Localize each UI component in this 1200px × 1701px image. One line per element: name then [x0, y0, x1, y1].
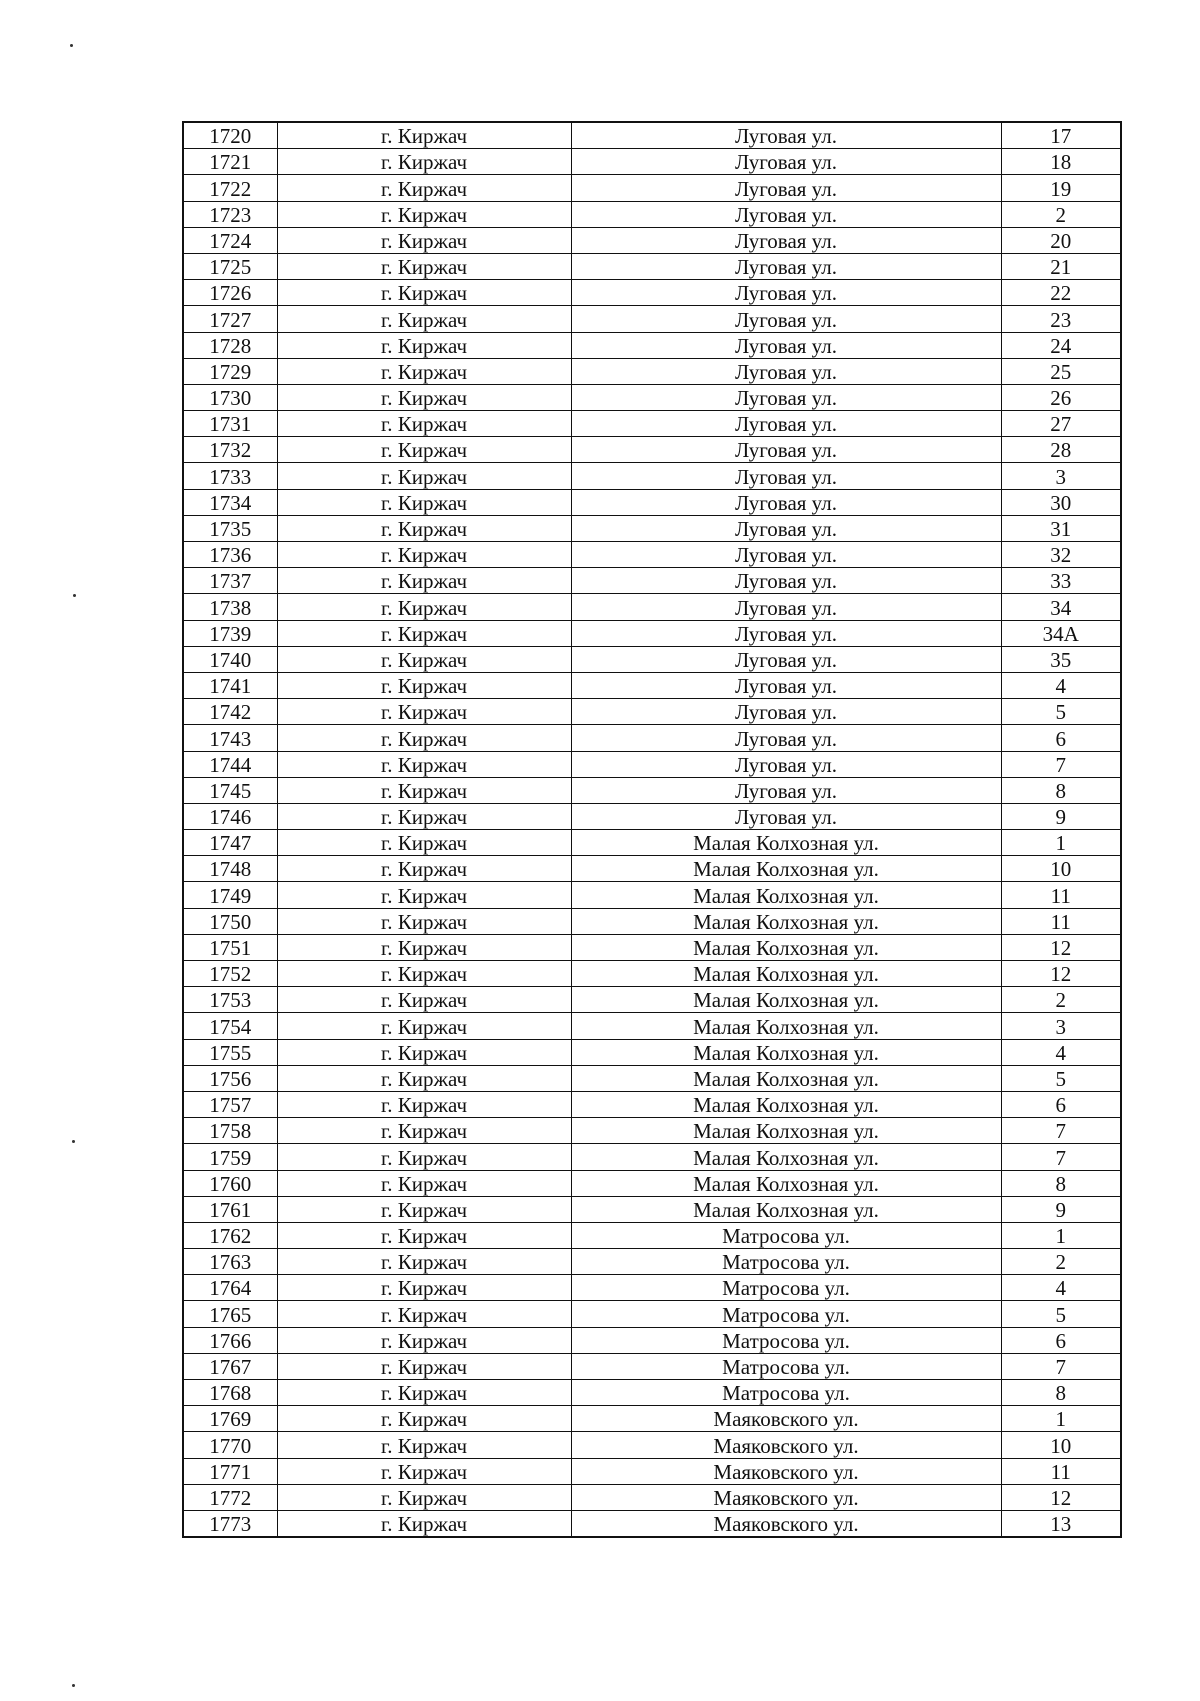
- record-number-cell: 1722: [183, 175, 277, 201]
- house-number-cell: 22: [1001, 280, 1121, 306]
- house-number-cell: 9: [1001, 803, 1121, 829]
- table-row: [183, 201, 1121, 227]
- street-cell: Матросова ул.: [571, 1275, 1001, 1301]
- table-row: [183, 1091, 1121, 1117]
- table-row: [183, 777, 1121, 803]
- street-cell: Малая Колхозная ул.: [571, 1118, 1001, 1144]
- record-number-cell: 1771: [183, 1458, 277, 1484]
- record-number-cell: 1750: [183, 908, 277, 934]
- house-number-cell: 4: [1001, 1039, 1121, 1065]
- table-row: [183, 1170, 1121, 1196]
- street-cell: Луговая ул.: [571, 227, 1001, 253]
- street-cell: Луговая ул.: [571, 253, 1001, 279]
- city-cell: г. Киржач: [277, 1510, 571, 1537]
- record-number-cell: 1756: [183, 1065, 277, 1091]
- street-cell: Луговая ул.: [571, 594, 1001, 620]
- city-cell: г. Киржач: [277, 280, 571, 306]
- record-number-cell: 1766: [183, 1327, 277, 1353]
- record-number-cell: 1772: [183, 1484, 277, 1510]
- house-number-cell: 1: [1001, 830, 1121, 856]
- city-cell: г. Киржач: [277, 306, 571, 332]
- city-cell: г. Киржач: [277, 384, 571, 410]
- city-cell: г. Киржач: [277, 568, 571, 594]
- record-number-cell: 1730: [183, 384, 277, 410]
- street-cell: Малая Колхозная ул.: [571, 1039, 1001, 1065]
- street-cell: Малая Колхозная ул.: [571, 1091, 1001, 1117]
- city-cell: г. Киржач: [277, 515, 571, 541]
- house-number-cell: 23: [1001, 306, 1121, 332]
- city-cell: г. Киржач: [277, 856, 571, 882]
- table-row: [183, 227, 1121, 253]
- street-cell: Малая Колхозная ул.: [571, 908, 1001, 934]
- house-number-cell: 18: [1001, 149, 1121, 175]
- street-cell: Матросова ул.: [571, 1327, 1001, 1353]
- house-number-cell: 34А: [1001, 620, 1121, 646]
- table-row: [183, 384, 1121, 410]
- street-cell: Луговая ул.: [571, 699, 1001, 725]
- table-row: [183, 411, 1121, 437]
- table-row: [183, 1065, 1121, 1091]
- table-row: [183, 1380, 1121, 1406]
- city-cell: г. Киржач: [277, 934, 571, 960]
- house-number-cell: 27: [1001, 411, 1121, 437]
- scan-speck: [72, 1140, 75, 1143]
- record-number-cell: 1731: [183, 411, 277, 437]
- house-number-cell: 6: [1001, 1327, 1121, 1353]
- city-cell: г. Киржач: [277, 175, 571, 201]
- table-row: [183, 1039, 1121, 1065]
- house-number-cell: 12: [1001, 961, 1121, 987]
- record-number-cell: 1727: [183, 306, 277, 332]
- record-number-cell: 1770: [183, 1432, 277, 1458]
- city-cell: г. Киржач: [277, 1039, 571, 1065]
- city-cell: г. Киржач: [277, 699, 571, 725]
- city-cell: г. Киржач: [277, 961, 571, 987]
- city-cell: г. Киржач: [277, 542, 571, 568]
- table-row: [183, 594, 1121, 620]
- record-number-cell: 1737: [183, 568, 277, 594]
- house-number-cell: 20: [1001, 227, 1121, 253]
- house-number-cell: 31: [1001, 515, 1121, 541]
- house-number-cell: 17: [1001, 122, 1121, 149]
- table-row: [183, 934, 1121, 960]
- table-row: [183, 1301, 1121, 1327]
- city-cell: г. Киржач: [277, 777, 571, 803]
- house-number-cell: 5: [1001, 699, 1121, 725]
- record-number-cell: 1743: [183, 725, 277, 751]
- city-cell: г. Киржач: [277, 149, 571, 175]
- record-number-cell: 1755: [183, 1039, 277, 1065]
- record-number-cell: 1742: [183, 699, 277, 725]
- street-cell: Луговая ул.: [571, 725, 1001, 751]
- scan-speck: [73, 594, 76, 597]
- house-number-cell: 8: [1001, 1380, 1121, 1406]
- street-cell: Малая Колхозная ул.: [571, 1065, 1001, 1091]
- table-row: [183, 437, 1121, 463]
- table-row: [183, 568, 1121, 594]
- record-number-cell: 1747: [183, 830, 277, 856]
- record-number-cell: 1768: [183, 1380, 277, 1406]
- city-cell: г. Киржач: [277, 1091, 571, 1117]
- house-number-cell: 12: [1001, 934, 1121, 960]
- house-number-cell: 11: [1001, 1458, 1121, 1484]
- record-number-cell: 1732: [183, 437, 277, 463]
- city-cell: г. Киржач: [277, 358, 571, 384]
- table-row: [183, 1327, 1121, 1353]
- table-row: [183, 175, 1121, 201]
- table-row: [183, 122, 1121, 149]
- table-row: [183, 908, 1121, 934]
- record-number-cell: 1751: [183, 934, 277, 960]
- city-cell: г. Киржач: [277, 672, 571, 698]
- house-number-cell: 11: [1001, 882, 1121, 908]
- house-number-cell: 7: [1001, 751, 1121, 777]
- address-registry-body: [183, 122, 1121, 1537]
- street-cell: Малая Колхозная ул.: [571, 934, 1001, 960]
- table-row: [183, 1144, 1121, 1170]
- house-number-cell: 30: [1001, 489, 1121, 515]
- record-number-cell: 1762: [183, 1222, 277, 1248]
- record-number-cell: 1764: [183, 1275, 277, 1301]
- table-row: [183, 1222, 1121, 1248]
- city-cell: г. Киржач: [277, 908, 571, 934]
- street-cell: Луговая ул.: [571, 646, 1001, 672]
- city-cell: г. Киржач: [277, 489, 571, 515]
- record-number-cell: 1748: [183, 856, 277, 882]
- street-cell: Малая Колхозная ул.: [571, 987, 1001, 1013]
- city-cell: г. Киржач: [277, 594, 571, 620]
- house-number-cell: 1: [1001, 1406, 1121, 1432]
- record-number-cell: 1721: [183, 149, 277, 175]
- table-row: [183, 253, 1121, 279]
- record-number-cell: 1725: [183, 253, 277, 279]
- street-cell: Маяковского ул.: [571, 1432, 1001, 1458]
- table-row: [183, 1353, 1121, 1379]
- city-cell: г. Киржач: [277, 122, 571, 149]
- house-number-cell: 1: [1001, 1222, 1121, 1248]
- table-row: [183, 699, 1121, 725]
- record-number-cell: 1728: [183, 332, 277, 358]
- street-cell: Луговая ул.: [571, 777, 1001, 803]
- house-number-cell: 26: [1001, 384, 1121, 410]
- record-number-cell: 1735: [183, 515, 277, 541]
- city-cell: г. Киржач: [277, 1275, 571, 1301]
- table-row: [183, 332, 1121, 358]
- record-number-cell: 1759: [183, 1144, 277, 1170]
- house-number-cell: 4: [1001, 1275, 1121, 1301]
- city-cell: г. Киржач: [277, 620, 571, 646]
- record-number-cell: 1734: [183, 489, 277, 515]
- record-number-cell: 1733: [183, 463, 277, 489]
- city-cell: г. Киржач: [277, 253, 571, 279]
- table-row: [183, 856, 1121, 882]
- city-cell: г. Киржач: [277, 646, 571, 672]
- table-row: [183, 1432, 1121, 1458]
- record-number-cell: 1723: [183, 201, 277, 227]
- street-cell: Луговая ул.: [571, 358, 1001, 384]
- house-number-cell: 8: [1001, 777, 1121, 803]
- city-cell: г. Киржач: [277, 1013, 571, 1039]
- record-number-cell: 1758: [183, 1118, 277, 1144]
- city-cell: г. Киржач: [277, 1170, 571, 1196]
- city-cell: г. Киржач: [277, 332, 571, 358]
- record-number-cell: 1724: [183, 227, 277, 253]
- street-cell: Луговая ул.: [571, 122, 1001, 149]
- record-number-cell: 1739: [183, 620, 277, 646]
- house-number-cell: 2: [1001, 1249, 1121, 1275]
- house-number-cell: 2: [1001, 987, 1121, 1013]
- table-row: [183, 725, 1121, 751]
- street-cell: Луговая ул.: [571, 175, 1001, 201]
- street-cell: Луговая ул.: [571, 751, 1001, 777]
- house-number-cell: 6: [1001, 1091, 1121, 1117]
- house-number-cell: 11: [1001, 908, 1121, 934]
- record-number-cell: 1765: [183, 1301, 277, 1327]
- city-cell: г. Киржач: [277, 1301, 571, 1327]
- house-number-cell: 21: [1001, 253, 1121, 279]
- table-row: [183, 542, 1121, 568]
- street-cell: Матросова ул.: [571, 1222, 1001, 1248]
- street-cell: Луговая ул.: [571, 489, 1001, 515]
- record-number-cell: 1744: [183, 751, 277, 777]
- table-row: [183, 1510, 1121, 1537]
- house-number-cell: 10: [1001, 1432, 1121, 1458]
- house-number-cell: 33: [1001, 568, 1121, 594]
- city-cell: г. Киржач: [277, 411, 571, 437]
- city-cell: г. Киржач: [277, 437, 571, 463]
- street-cell: Малая Колхозная ул.: [571, 961, 1001, 987]
- street-cell: Луговая ул.: [571, 201, 1001, 227]
- street-cell: Луговая ул.: [571, 463, 1001, 489]
- city-cell: г. Киржач: [277, 1222, 571, 1248]
- table-row: [183, 515, 1121, 541]
- record-number-cell: 1761: [183, 1196, 277, 1222]
- city-cell: г. Киржач: [277, 803, 571, 829]
- street-cell: Малая Колхозная ул.: [571, 882, 1001, 908]
- city-cell: г. Киржач: [277, 463, 571, 489]
- house-number-cell: 35: [1001, 646, 1121, 672]
- city-cell: г. Киржач: [277, 1196, 571, 1222]
- table-row: [183, 1118, 1121, 1144]
- street-cell: Луговая ул.: [571, 542, 1001, 568]
- record-number-cell: 1749: [183, 882, 277, 908]
- street-cell: Малая Колхозная ул.: [571, 1013, 1001, 1039]
- record-number-cell: 1754: [183, 1013, 277, 1039]
- table-row: [183, 646, 1121, 672]
- street-cell: Матросова ул.: [571, 1301, 1001, 1327]
- street-cell: Матросова ул.: [571, 1380, 1001, 1406]
- street-cell: Луговая ул.: [571, 280, 1001, 306]
- table-row: [183, 1249, 1121, 1275]
- house-number-cell: 5: [1001, 1301, 1121, 1327]
- house-number-cell: 13: [1001, 1510, 1121, 1537]
- street-cell: Маяковского ул.: [571, 1458, 1001, 1484]
- street-cell: Маяковского ул.: [571, 1406, 1001, 1432]
- street-cell: Матросова ул.: [571, 1353, 1001, 1379]
- city-cell: г. Киржач: [277, 1118, 571, 1144]
- street-cell: Малая Колхозная ул.: [571, 830, 1001, 856]
- house-number-cell: 9: [1001, 1196, 1121, 1222]
- table-row: [183, 463, 1121, 489]
- record-number-cell: 1720: [183, 122, 277, 149]
- record-number-cell: 1752: [183, 961, 277, 987]
- city-cell: г. Киржач: [277, 1353, 571, 1379]
- city-cell: г. Киржач: [277, 830, 571, 856]
- table-row: [183, 882, 1121, 908]
- table-row: [183, 803, 1121, 829]
- record-number-cell: 1760: [183, 1170, 277, 1196]
- table-row: [183, 987, 1121, 1013]
- table-row: [183, 358, 1121, 384]
- city-cell: г. Киржач: [277, 1327, 571, 1353]
- table-row: [183, 280, 1121, 306]
- record-number-cell: 1763: [183, 1249, 277, 1275]
- house-number-cell: 10: [1001, 856, 1121, 882]
- city-cell: г. Киржач: [277, 1144, 571, 1170]
- record-number-cell: 1741: [183, 672, 277, 698]
- house-number-cell: 25: [1001, 358, 1121, 384]
- city-cell: г. Киржач: [277, 1380, 571, 1406]
- city-cell: г. Киржач: [277, 227, 571, 253]
- record-number-cell: 1729: [183, 358, 277, 384]
- street-cell: Луговая ул.: [571, 620, 1001, 646]
- table-row: [183, 1275, 1121, 1301]
- record-number-cell: 1740: [183, 646, 277, 672]
- house-number-cell: 6: [1001, 725, 1121, 751]
- city-cell: г. Киржач: [277, 751, 571, 777]
- house-number-cell: 7: [1001, 1144, 1121, 1170]
- scan-speck: [70, 44, 73, 47]
- record-number-cell: 1753: [183, 987, 277, 1013]
- table-row: [183, 830, 1121, 856]
- street-cell: Луговая ул.: [571, 332, 1001, 358]
- record-number-cell: 1736: [183, 542, 277, 568]
- street-cell: Луговая ул.: [571, 672, 1001, 698]
- street-cell: Луговая ул.: [571, 437, 1001, 463]
- city-cell: г. Киржач: [277, 987, 571, 1013]
- street-cell: Луговая ул.: [571, 384, 1001, 410]
- record-number-cell: 1746: [183, 803, 277, 829]
- table-row: [183, 1196, 1121, 1222]
- city-cell: г. Киржач: [277, 1458, 571, 1484]
- house-number-cell: 5: [1001, 1065, 1121, 1091]
- house-number-cell: 3: [1001, 1013, 1121, 1039]
- street-cell: Луговая ул.: [571, 149, 1001, 175]
- scan-speck: [72, 1684, 75, 1687]
- table-row: [183, 1406, 1121, 1432]
- street-cell: Матросова ул.: [571, 1249, 1001, 1275]
- city-cell: г. Киржач: [277, 1249, 571, 1275]
- house-number-cell: 7: [1001, 1353, 1121, 1379]
- table-row: [183, 1484, 1121, 1510]
- street-cell: Луговая ул.: [571, 803, 1001, 829]
- city-cell: г. Киржач: [277, 725, 571, 751]
- city-cell: г. Киржач: [277, 1065, 571, 1091]
- record-number-cell: 1726: [183, 280, 277, 306]
- table-row: [183, 751, 1121, 777]
- street-cell: Луговая ул.: [571, 411, 1001, 437]
- house-number-cell: 3: [1001, 463, 1121, 489]
- house-number-cell: 19: [1001, 175, 1121, 201]
- street-cell: Малая Колхозная ул.: [571, 1170, 1001, 1196]
- table-row: [183, 1458, 1121, 1484]
- street-cell: Малая Колхозная ул.: [571, 856, 1001, 882]
- city-cell: г. Киржач: [277, 1406, 571, 1432]
- table-row: [183, 1013, 1121, 1039]
- record-number-cell: 1767: [183, 1353, 277, 1379]
- street-cell: Маяковского ул.: [571, 1510, 1001, 1537]
- city-cell: г. Киржач: [277, 201, 571, 227]
- street-cell: Малая Колхозная ул.: [571, 1144, 1001, 1170]
- table-row: [183, 149, 1121, 175]
- house-number-cell: 28: [1001, 437, 1121, 463]
- table-row: [183, 961, 1121, 987]
- record-number-cell: 1773: [183, 1510, 277, 1537]
- city-cell: г. Киржач: [277, 882, 571, 908]
- table-row: [183, 672, 1121, 698]
- record-number-cell: 1757: [183, 1091, 277, 1117]
- table-row: [183, 306, 1121, 332]
- house-number-cell: 2: [1001, 201, 1121, 227]
- city-cell: г. Киржач: [277, 1432, 571, 1458]
- house-number-cell: 32: [1001, 542, 1121, 568]
- street-cell: Луговая ул.: [571, 515, 1001, 541]
- record-number-cell: 1769: [183, 1406, 277, 1432]
- house-number-cell: 24: [1001, 332, 1121, 358]
- house-number-cell: 8: [1001, 1170, 1121, 1196]
- record-number-cell: 1738: [183, 594, 277, 620]
- house-number-cell: 7: [1001, 1118, 1121, 1144]
- street-cell: Малая Колхозная ул.: [571, 1196, 1001, 1222]
- address-registry-table: [182, 121, 1122, 1538]
- record-number-cell: 1745: [183, 777, 277, 803]
- house-number-cell: 12: [1001, 1484, 1121, 1510]
- house-number-cell: 34: [1001, 594, 1121, 620]
- street-cell: Маяковского ул.: [571, 1484, 1001, 1510]
- table-row: [183, 489, 1121, 515]
- city-cell: г. Киржач: [277, 1484, 571, 1510]
- house-number-cell: 4: [1001, 672, 1121, 698]
- street-cell: Луговая ул.: [571, 568, 1001, 594]
- table-row: [183, 620, 1121, 646]
- street-cell: Луговая ул.: [571, 306, 1001, 332]
